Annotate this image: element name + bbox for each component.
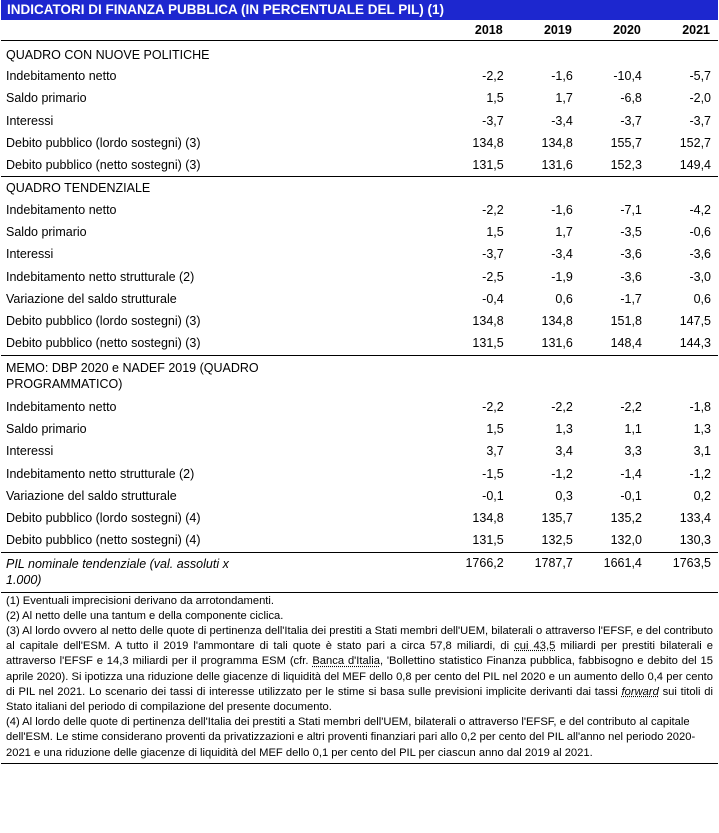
table-row bbox=[1, 332, 718, 355]
cell-value: -3,7 bbox=[620, 113, 642, 128]
cell-value: 135,7 bbox=[541, 511, 573, 526]
cell-value: 130,3 bbox=[679, 533, 711, 548]
row-label: Debito pubblico (netto sostegni) (3) bbox=[6, 158, 201, 173]
table-row bbox=[1, 485, 718, 507]
table-title: INDICATORI DI FINANZA PUBBLICA (IN PERCENTUALE DEL PIL) (1) bbox=[1, 0, 718, 20]
cell-value: -10,4 bbox=[613, 69, 642, 84]
row-label: Indebitamento netto bbox=[6, 202, 117, 217]
cell-value: 152,3 bbox=[610, 158, 642, 173]
section-heading-line: PROGRAMMATICO) bbox=[6, 376, 123, 391]
cell-value: -1,5 bbox=[482, 466, 504, 481]
cell-value: -1,6 bbox=[551, 69, 573, 84]
cell-value: 1,7 bbox=[555, 91, 573, 106]
table-row bbox=[1, 310, 718, 332]
cell-value: 134,8 bbox=[541, 314, 573, 329]
cell-value: 0,3 bbox=[555, 488, 573, 503]
pil-value: 1763,5 bbox=[672, 555, 711, 570]
table-row bbox=[1, 529, 718, 552]
row-label: Saldo primario bbox=[6, 422, 87, 436]
table-row bbox=[1, 418, 718, 440]
cell-value: -3,0 bbox=[689, 269, 711, 284]
cell-value: 151,8 bbox=[610, 314, 642, 329]
cell-value: 132,0 bbox=[610, 533, 642, 548]
footnotes bbox=[1, 592, 718, 764]
cell-value: 149,4 bbox=[679, 158, 711, 173]
cell-value: 3,4 bbox=[555, 444, 573, 459]
header-blank bbox=[1, 20, 442, 41]
row-label: Interessi bbox=[6, 444, 54, 459]
section-heading-row bbox=[1, 355, 718, 396]
row-label: Indebitamento netto bbox=[6, 399, 117, 414]
year-header-row bbox=[1, 20, 718, 41]
table-row bbox=[1, 221, 718, 243]
cell-value: 144,3 bbox=[679, 336, 711, 351]
row-label: Interessi bbox=[6, 247, 54, 262]
pil-label-line: PIL nominale tendenziale (val. assoluti x bbox=[6, 556, 229, 571]
row-label: Indebitamento netto bbox=[6, 69, 117, 84]
footnote-2: (2) Al netto delle una tantum e della componente ciclica. bbox=[6, 609, 284, 622]
row-label: Debito pubblico (netto sostegni) (3) bbox=[6, 336, 201, 351]
section-heading: QUADRO CON NUOVE POLITICHE bbox=[6, 47, 210, 62]
cell-value: -0,1 bbox=[620, 488, 642, 503]
cell-value: 3,7 bbox=[486, 444, 504, 459]
table-row bbox=[1, 462, 718, 484]
cell-value: -1,9 bbox=[551, 269, 573, 284]
cell-value: -5,7 bbox=[689, 69, 711, 84]
footnote-3-forward: forward bbox=[621, 685, 659, 698]
table-row bbox=[1, 110, 718, 132]
row-label: Variazione del saldo strutturale bbox=[6, 291, 177, 306]
cell-value: -1,2 bbox=[551, 466, 573, 481]
cell-value: -2,2 bbox=[482, 399, 504, 414]
cell-value: -1,8 bbox=[689, 399, 711, 414]
cell-value: 134,8 bbox=[541, 136, 573, 151]
table-row bbox=[1, 198, 718, 220]
footnote-3-text: (3) Al lordo ovvero al netto delle quote di pertinenza dell'Italia dei prestiti a Stati membri dell'UEM, bilaterali o attraverso l'EFSF, e del contributo al capitale dell'ESM. A tutto il 2019 l'ammontare di tali quote è stato pari a circa 57,8 miliardi, di bbox=[6, 625, 713, 653]
cell-value: 1,1 bbox=[624, 422, 642, 436]
pil-value: 1766,2 bbox=[465, 555, 504, 570]
year-header: 2019 bbox=[543, 23, 572, 37]
cell-value: 131,6 bbox=[541, 158, 573, 173]
section-heading-row bbox=[1, 177, 718, 199]
row-label: Variazione del saldo strutturale bbox=[6, 488, 177, 503]
cell-value: -2,2 bbox=[482, 202, 504, 217]
row-label: Debito pubblico (lordo sostegni) (4) bbox=[6, 511, 201, 526]
cell-value: 133,4 bbox=[679, 511, 711, 526]
section-heading: QUADRO TENDENZIALE bbox=[6, 180, 151, 195]
cell-value: 0,2 bbox=[693, 488, 711, 503]
cell-value: 3,1 bbox=[693, 444, 711, 459]
cell-value: 152,7 bbox=[679, 136, 711, 151]
cell-value: -3,6 bbox=[620, 269, 642, 284]
cell-value: 1,5 bbox=[486, 91, 504, 106]
cell-value: 1,3 bbox=[555, 422, 573, 436]
cell-value: 135,2 bbox=[610, 511, 642, 526]
pil-value: 1787,7 bbox=[534, 555, 573, 570]
cell-value: 0,6 bbox=[555, 291, 573, 306]
table-row bbox=[1, 507, 718, 529]
year-header: 2020 bbox=[613, 23, 641, 37]
row-label: Indebitamento netto strutturale (2) bbox=[6, 269, 195, 284]
table-row bbox=[1, 265, 718, 287]
cell-value: -2,2 bbox=[482, 69, 504, 84]
cell-value: 134,8 bbox=[472, 314, 504, 329]
row-label: Saldo primario bbox=[6, 91, 87, 106]
cell-value: 131,6 bbox=[541, 336, 573, 351]
table-row bbox=[1, 132, 718, 154]
cell-value: 131,5 bbox=[472, 336, 504, 351]
row-label: Debito pubblico (lordo sostegni) (3) bbox=[6, 136, 201, 151]
table-row bbox=[1, 288, 718, 310]
cell-value: -2,0 bbox=[689, 91, 711, 106]
cell-value: -2,5 bbox=[482, 269, 504, 284]
cell-value: 1,5 bbox=[486, 422, 504, 436]
cell-value: -3,4 bbox=[551, 247, 573, 262]
row-label: Interessi bbox=[6, 113, 54, 128]
table-row bbox=[1, 154, 718, 177]
table-row bbox=[1, 440, 718, 462]
footnote-3-text: sui titoli di Stato italiani del periodo di compilazione del presente documento. bbox=[6, 685, 713, 714]
table-row bbox=[1, 87, 718, 109]
section-heading-line: MEMO: DBP 2020 e NADEF 2019 (QUADRO bbox=[6, 360, 259, 375]
cell-value: -3,6 bbox=[689, 247, 711, 262]
section-heading bbox=[1, 355, 718, 396]
cell-value: -3,7 bbox=[482, 113, 504, 128]
cell-value: 3,3 bbox=[624, 444, 642, 459]
row-label: Saldo primario bbox=[6, 224, 87, 239]
finance-indicators-document bbox=[1, 0, 718, 764]
cell-value: 131,5 bbox=[472, 533, 504, 548]
cell-value: -2,2 bbox=[620, 399, 642, 414]
footnote-3-text: miliardi per prestiti bilaterali e attraverso l'EFSF e 14,3 miliardi per il programma ESM (cfr. bbox=[6, 640, 713, 668]
footnote-3-underlined: cui 43,5 bbox=[514, 640, 556, 653]
cell-value: 134,8 bbox=[472, 136, 504, 151]
cell-value: 147,5 bbox=[679, 314, 711, 329]
cell-value: -7,1 bbox=[620, 202, 642, 217]
cell-value: -3,7 bbox=[482, 247, 504, 262]
section-heading-row bbox=[1, 41, 718, 66]
cell-value: -4,2 bbox=[689, 202, 711, 217]
cell-value: -3,4 bbox=[551, 113, 573, 128]
pil-row bbox=[1, 552, 718, 592]
year-header: 2021 bbox=[682, 23, 710, 37]
cell-value: -0,4 bbox=[482, 291, 504, 306]
row-label: Debito pubblico (lordo sostegni) (3) bbox=[6, 314, 201, 329]
table-row bbox=[1, 243, 718, 265]
cell-value: -0,6 bbox=[689, 224, 711, 239]
cell-value: -3,5 bbox=[620, 224, 642, 239]
year-header: 2018 bbox=[474, 23, 503, 37]
footnote-3-underlined: Banca d'Italia bbox=[312, 655, 380, 668]
row-label: Indebitamento netto strutturale (2) bbox=[6, 466, 195, 481]
pil-label bbox=[1, 552, 442, 592]
cell-value: -1,4 bbox=[620, 466, 642, 481]
footnote-3-text: , 'Bollettino statistico Finanza pubblica, fabbisogno e debito del 15 aprile 2020). Si ipotizza una riduzione delle giacenze di liquidità del MEF dello 0,8 per cento del PIL nel 2020 e un aumento dello 0,4 per cento di PIL nel 2021. Lo scenario dei tassi di interesse utilizzato per le stime si basa sulle previsioni implicite derivanti dai tassi bbox=[6, 655, 713, 698]
indicators-table bbox=[1, 20, 718, 592]
footnote-4: (4) Al lordo delle quote di pertinenza dell'Italia dei prestiti a Stati membri dell'UEM, bilaterali o attraverso l'EFSF, e del contributo al capitale dell'ESM. Le stime considerano proventi da privatizzazioni e altri proventi finanziari pari allo 0,2 per cento del PIL all'anno nel periodo 2020-2021 e una riduzione delle giacenze di liquidità del MEF dello 0,1 per cento del PIL per ciascun anno dal 2019 al 2021. bbox=[6, 716, 696, 759]
cell-value: -2,2 bbox=[551, 399, 573, 414]
cell-value: 132,5 bbox=[541, 533, 573, 548]
cell-value: 134,8 bbox=[472, 511, 504, 526]
cell-value: -6,8 bbox=[620, 91, 642, 106]
cell-value: -1,6 bbox=[551, 202, 573, 217]
cell-value: 0,6 bbox=[693, 291, 711, 306]
footnote-1: (1) Eventuali imprecisioni derivano da arrotondamenti. bbox=[6, 594, 275, 607]
cell-value: 155,7 bbox=[610, 136, 642, 151]
cell-value: 1,3 bbox=[693, 422, 711, 436]
row-label: Debito pubblico (netto sostegni) (4) bbox=[6, 533, 201, 548]
cell-value: -3,7 bbox=[689, 113, 711, 128]
cell-value: 131,5 bbox=[472, 158, 504, 173]
cell-value: -0,1 bbox=[482, 488, 504, 503]
table-row bbox=[1, 396, 718, 418]
cell-value: -1,2 bbox=[689, 466, 711, 481]
pil-label-line: 1.000) bbox=[6, 572, 42, 587]
table-row bbox=[1, 65, 718, 87]
footnote-3 bbox=[6, 624, 713, 715]
cell-value: 1,7 bbox=[555, 224, 573, 239]
cell-value: 1,5 bbox=[486, 224, 504, 239]
cell-value: -3,6 bbox=[620, 247, 642, 262]
cell-value: -1,7 bbox=[620, 291, 642, 306]
pil-value: 1661,4 bbox=[603, 555, 642, 570]
cell-value: 148,4 bbox=[610, 336, 642, 351]
